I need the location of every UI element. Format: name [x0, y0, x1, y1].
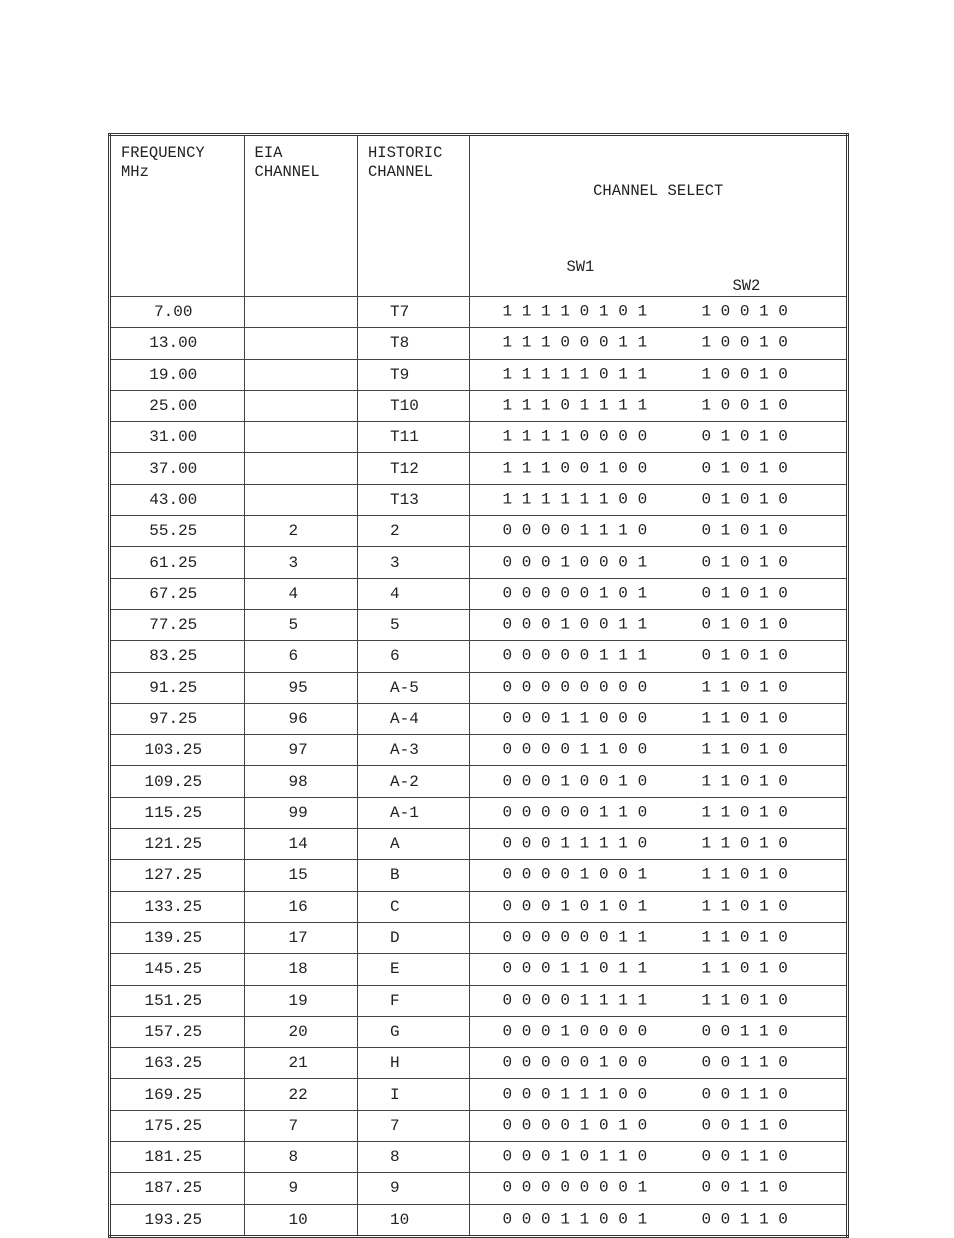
sw1-bits: 0 0 0 1 1 0 0 1 — [502, 1210, 648, 1229]
eia-channel-cell: 4 — [244, 578, 357, 609]
historic-channel-cell: F — [358, 985, 470, 1016]
frequency-cell: 175.25 — [110, 1110, 245, 1141]
channel-select-cell — [470, 297, 848, 328]
sw2-bits: 0 0 1 1 0 — [701, 1116, 788, 1135]
table-body — [110, 135, 848, 1237]
channel-select-cell — [470, 766, 848, 797]
sw2-bits: 0 0 1 1 0 — [701, 1179, 788, 1198]
channel-select-cell — [470, 1110, 848, 1141]
sw2-bits: 0 1 0 1 0 — [701, 615, 788, 634]
historic-channel-cell: H — [358, 1048, 470, 1079]
eia-channel-cell: 22 — [244, 1079, 357, 1110]
channel-select-cell — [470, 547, 848, 578]
historic-channel-cell: A-3 — [358, 735, 470, 766]
sw2-bits: 0 1 0 1 0 — [701, 553, 788, 572]
historic-channel-cell: T12 — [358, 453, 470, 484]
sw2-bits: 0 0 1 1 0 — [701, 1210, 788, 1229]
table-row — [110, 422, 848, 453]
table-row — [110, 390, 848, 421]
sw2-bits: 1 1 0 1 0 — [701, 740, 788, 759]
sw2-bits: 0 1 0 1 0 — [701, 427, 788, 446]
sw2-bits: 1 1 0 1 0 — [701, 928, 788, 947]
table-row — [110, 547, 848, 578]
historic-channel-cell: A-4 — [358, 703, 470, 734]
sw2-bits: 1 0 0 1 0 — [701, 334, 788, 353]
sw1-bits: 0 0 0 1 0 1 0 1 — [502, 897, 648, 916]
channel-select-cell — [470, 609, 848, 640]
sw1-bits: 0 0 0 0 0 0 0 0 — [502, 678, 648, 697]
frequency-cell: 25.00 — [110, 390, 245, 421]
eia-channel-cell: 16 — [244, 891, 357, 922]
sw1-bits: 0 0 0 0 0 0 0 1 — [502, 1179, 648, 1198]
frequency-cell: 139.25 — [110, 922, 245, 953]
header-eia-channel — [244, 135, 357, 297]
table-row — [110, 328, 848, 359]
eia-channel-cell: 98 — [244, 766, 357, 797]
channel-select-cell — [470, 453, 848, 484]
eia-channel-cell — [244, 297, 357, 328]
frequency-cell: 127.25 — [110, 860, 245, 891]
eia-channel-cell — [244, 390, 357, 421]
sw1-bits: 0 0 0 1 0 0 0 1 — [502, 553, 648, 572]
eia-channel-cell: 9 — [244, 1173, 357, 1204]
table-row — [110, 516, 848, 547]
sw2-bits: 1 1 0 1 0 — [701, 678, 788, 697]
frequency-cell: 103.25 — [110, 735, 245, 766]
channel-select-cell — [470, 516, 848, 547]
channel-select-cell — [470, 578, 848, 609]
channel-select-table — [108, 133, 849, 1238]
channel-select-cell — [470, 1016, 848, 1047]
frequency-cell: 109.25 — [110, 766, 245, 797]
header-frequency-line2: MHz — [121, 163, 149, 181]
sw2-bits: 1 1 0 1 0 — [701, 866, 788, 885]
sw2-bits: 0 0 1 1 0 — [701, 1147, 788, 1166]
eia-channel-cell: 17 — [244, 922, 357, 953]
channel-select-cell — [470, 422, 848, 453]
header-switch-labels — [470, 239, 846, 295]
table-row — [110, 860, 848, 891]
historic-channel-cell: 2 — [358, 516, 470, 547]
sw2-bits: 1 1 0 1 0 — [701, 991, 788, 1010]
eia-channel-cell: 6 — [244, 641, 357, 672]
sw1-bits: 0 0 0 1 0 0 1 0 — [502, 772, 648, 791]
table-row — [110, 641, 848, 672]
sw2-bits: 0 0 1 1 0 — [701, 1085, 788, 1104]
channel-select-cell — [470, 954, 848, 985]
frequency-cell: 77.25 — [110, 609, 245, 640]
table-row — [110, 985, 848, 1016]
sw2-bits: 1 0 0 1 0 — [701, 396, 788, 415]
channel-select-cell — [470, 829, 848, 860]
historic-channel-cell: A-1 — [358, 797, 470, 828]
frequency-cell: 151.25 — [110, 985, 245, 1016]
sw1-bits: 1 1 1 0 0 0 1 1 — [502, 334, 648, 353]
sw2-bits: 0 1 0 1 0 — [701, 521, 788, 540]
sw2-bits: 1 0 0 1 0 — [701, 365, 788, 384]
frequency-cell: 115.25 — [110, 797, 245, 828]
sw1-bits: 0 0 0 0 0 1 1 1 — [502, 647, 648, 666]
frequency-cell: 37.00 — [110, 453, 245, 484]
historic-channel-cell: T8 — [358, 328, 470, 359]
channel-select-cell — [470, 985, 848, 1016]
eia-channel-cell: 7 — [244, 1110, 357, 1141]
eia-channel-cell: 99 — [244, 797, 357, 828]
frequency-cell: 31.00 — [110, 422, 245, 453]
table-row — [110, 797, 848, 828]
table-row — [110, 297, 848, 328]
frequency-cell: 55.25 — [110, 516, 245, 547]
eia-channel-cell: 14 — [244, 829, 357, 860]
header-row — [110, 135, 848, 297]
header-historic-channel — [358, 135, 470, 297]
sw2-bits: 1 1 0 1 0 — [701, 897, 788, 916]
table-row — [110, 1016, 848, 1047]
historic-channel-cell: T7 — [358, 297, 470, 328]
eia-channel-cell: 97 — [244, 735, 357, 766]
channel-select-cell — [470, 359, 848, 390]
eia-channel-cell: 8 — [244, 1142, 357, 1173]
historic-channel-cell: 8 — [358, 1142, 470, 1173]
channel-select-cell — [470, 735, 848, 766]
table-row — [110, 1173, 848, 1204]
table-row — [110, 1079, 848, 1110]
sw2-bits: 1 1 0 1 0 — [701, 803, 788, 822]
frequency-cell: 121.25 — [110, 829, 245, 860]
header-channel-select — [470, 135, 848, 297]
historic-channel-cell: 9 — [358, 1173, 470, 1204]
header-frequency — [110, 135, 245, 297]
historic-channel-cell: C — [358, 891, 470, 922]
frequency-cell: 91.25 — [110, 672, 245, 703]
channel-select-cell — [470, 641, 848, 672]
channel-select-cell — [470, 703, 848, 734]
sw1-bits: 1 1 1 1 1 1 0 0 — [502, 490, 648, 509]
channel-select-cell — [470, 1079, 848, 1110]
frequency-cell: 187.25 — [110, 1173, 245, 1204]
historic-channel-cell: G — [358, 1016, 470, 1047]
channel-select-cell — [470, 1048, 848, 1079]
eia-channel-cell — [244, 484, 357, 515]
channel-select-cell — [470, 484, 848, 515]
sw1-bits: 0 0 0 1 1 1 1 0 — [502, 834, 648, 853]
historic-channel-cell: D — [358, 922, 470, 953]
historic-channel-cell: T11 — [358, 422, 470, 453]
sw1-bits: 0 0 0 0 1 0 1 0 — [502, 1116, 648, 1135]
eia-channel-cell: 2 — [244, 516, 357, 547]
sw1-bits: 1 1 1 0 0 1 0 0 — [502, 459, 648, 478]
frequency-cell: 193.25 — [110, 1204, 245, 1236]
channel-select-cell — [470, 390, 848, 421]
sw2-bits: 0 1 0 1 0 — [701, 584, 788, 603]
frequency-cell: 13.00 — [110, 328, 245, 359]
channel-select-cell — [470, 1173, 848, 1204]
header-sw2-label: SW2 — [732, 277, 761, 295]
sw1-bits: 0 0 0 1 0 0 1 1 — [502, 615, 648, 634]
frequency-cell: 83.25 — [110, 641, 245, 672]
frequency-cell: 157.25 — [110, 1016, 245, 1047]
historic-channel-cell: 7 — [358, 1110, 470, 1141]
header-historic-line2: CHANNEL — [368, 163, 434, 181]
table-row — [110, 359, 848, 390]
sw1-bits: 0 0 0 0 1 1 0 0 — [502, 740, 648, 759]
historic-channel-cell: 6 — [358, 641, 470, 672]
header-channel-select-title: CHANNEL SELECT — [593, 182, 724, 200]
eia-channel-cell — [244, 328, 357, 359]
sw1-bits: 0 0 0 0 0 0 1 1 — [502, 928, 648, 947]
eia-channel-cell — [244, 359, 357, 390]
table-row — [110, 1204, 848, 1236]
frequency-cell: 133.25 — [110, 891, 245, 922]
sw1-bits: 0 0 0 1 0 0 0 0 — [502, 1022, 648, 1041]
channel-select-cell — [470, 672, 848, 703]
frequency-cell: 145.25 — [110, 954, 245, 985]
sw2-bits: 1 1 0 1 0 — [701, 709, 788, 728]
sw2-bits: 0 1 0 1 0 — [701, 647, 788, 666]
historic-channel-cell: 10 — [358, 1204, 470, 1236]
historic-channel-cell: 5 — [358, 609, 470, 640]
channel-select-cell — [470, 797, 848, 828]
sw1-bits: 1 1 1 1 0 0 0 0 — [502, 427, 648, 446]
table-row — [110, 703, 848, 734]
channel-select-cell — [470, 1142, 848, 1173]
historic-channel-cell: B — [358, 860, 470, 891]
channel-select-cell — [470, 891, 848, 922]
table-row — [110, 578, 848, 609]
historic-channel-cell: A-2 — [358, 766, 470, 797]
header-sw1-label: SW1 — [566, 258, 595, 276]
frequency-cell: 67.25 — [110, 578, 245, 609]
channel-select-cell — [470, 860, 848, 891]
table-row — [110, 1110, 848, 1141]
historic-channel-cell: T9 — [358, 359, 470, 390]
sw2-bits: 0 0 1 1 0 — [701, 1053, 788, 1072]
historic-channel-cell: A-5 — [358, 672, 470, 703]
header-eia-line1: EIA — [254, 144, 283, 162]
historic-channel-cell: T10 — [358, 390, 470, 421]
table-row — [110, 954, 848, 985]
sw1-bits: 0 0 0 1 1 0 0 0 — [502, 709, 648, 728]
sw2-bits: 0 1 0 1 0 — [701, 459, 788, 478]
channel-select-cell — [470, 1204, 848, 1236]
sw2-bits: 0 0 1 1 0 — [701, 1022, 788, 1041]
frequency-cell: 97.25 — [110, 703, 245, 734]
sw1-bits: 0 0 0 0 1 1 1 0 — [502, 521, 648, 540]
table-row — [110, 766, 848, 797]
sw1-bits: 0 0 0 0 0 1 0 0 — [502, 1053, 648, 1072]
sw2-bits: 1 1 0 1 0 — [701, 772, 788, 791]
historic-channel-cell: A — [358, 829, 470, 860]
sw2-bits: 0 1 0 1 0 — [701, 490, 788, 509]
eia-channel-cell: 5 — [244, 609, 357, 640]
eia-channel-cell: 20 — [244, 1016, 357, 1047]
frequency-cell: 61.25 — [110, 547, 245, 578]
table-row — [110, 672, 848, 703]
historic-channel-cell: E — [358, 954, 470, 985]
table-row — [110, 922, 848, 953]
table-row — [110, 1048, 848, 1079]
historic-channel-cell: T13 — [358, 484, 470, 515]
eia-channel-cell: 18 — [244, 954, 357, 985]
table-row — [110, 453, 848, 484]
frequency-cell: 169.25 — [110, 1079, 245, 1110]
header-historic-line1: HISTORIC — [368, 144, 443, 162]
eia-channel-cell: 96 — [244, 703, 357, 734]
sw1-bits: 0 0 0 0 1 0 0 1 — [502, 866, 648, 885]
table-row — [110, 609, 848, 640]
sw2-bits: 1 1 0 1 0 — [701, 834, 788, 853]
table-row — [110, 735, 848, 766]
historic-channel-cell: 3 — [358, 547, 470, 578]
frequency-cell: 163.25 — [110, 1048, 245, 1079]
historic-channel-cell: 4 — [358, 578, 470, 609]
frequency-cell: 19.00 — [110, 359, 245, 390]
eia-channel-cell: 95 — [244, 672, 357, 703]
table-row — [110, 1142, 848, 1173]
table-row — [110, 829, 848, 860]
sw1-bits: 1 1 1 1 1 0 1 1 — [502, 365, 648, 384]
sw1-bits: 0 0 0 0 1 1 1 1 — [502, 991, 648, 1010]
header-eia-line2: CHANNEL — [254, 163, 320, 181]
sw2-bits: 1 0 0 1 0 — [701, 302, 788, 321]
eia-channel-cell: 19 — [244, 985, 357, 1016]
sw1-bits: 1 1 1 0 1 1 1 1 — [502, 396, 648, 415]
frequency-cell: 181.25 — [110, 1142, 245, 1173]
channel-select-cell — [470, 328, 848, 359]
channel-select-cell — [470, 922, 848, 953]
sw1-bits: 0 0 0 0 0 1 1 0 — [502, 803, 648, 822]
frequency-cell: 7.00 — [110, 297, 245, 328]
frequency-cell: 43.00 — [110, 484, 245, 515]
sw2-bits: 1 1 0 1 0 — [701, 960, 788, 979]
sw1-bits: 0 0 0 1 1 1 0 0 — [502, 1085, 648, 1104]
sw1-bits: 0 0 0 1 1 0 1 1 — [502, 960, 648, 979]
header-frequency-line1: FREQUENCY — [121, 144, 205, 162]
eia-channel-cell: 21 — [244, 1048, 357, 1079]
table-row — [110, 891, 848, 922]
eia-channel-cell: 10 — [244, 1204, 357, 1236]
eia-channel-cell: 15 — [244, 860, 357, 891]
eia-channel-cell — [244, 453, 357, 484]
eia-channel-cell — [244, 422, 357, 453]
historic-channel-cell: I — [358, 1079, 470, 1110]
eia-channel-cell: 3 — [244, 547, 357, 578]
table-row — [110, 484, 848, 515]
sw1-bits: 0 0 0 1 0 1 1 0 — [502, 1147, 648, 1166]
sw1-bits: 1 1 1 1 0 1 0 1 — [502, 302, 648, 321]
sw1-bits: 0 0 0 0 0 1 0 1 — [502, 584, 648, 603]
